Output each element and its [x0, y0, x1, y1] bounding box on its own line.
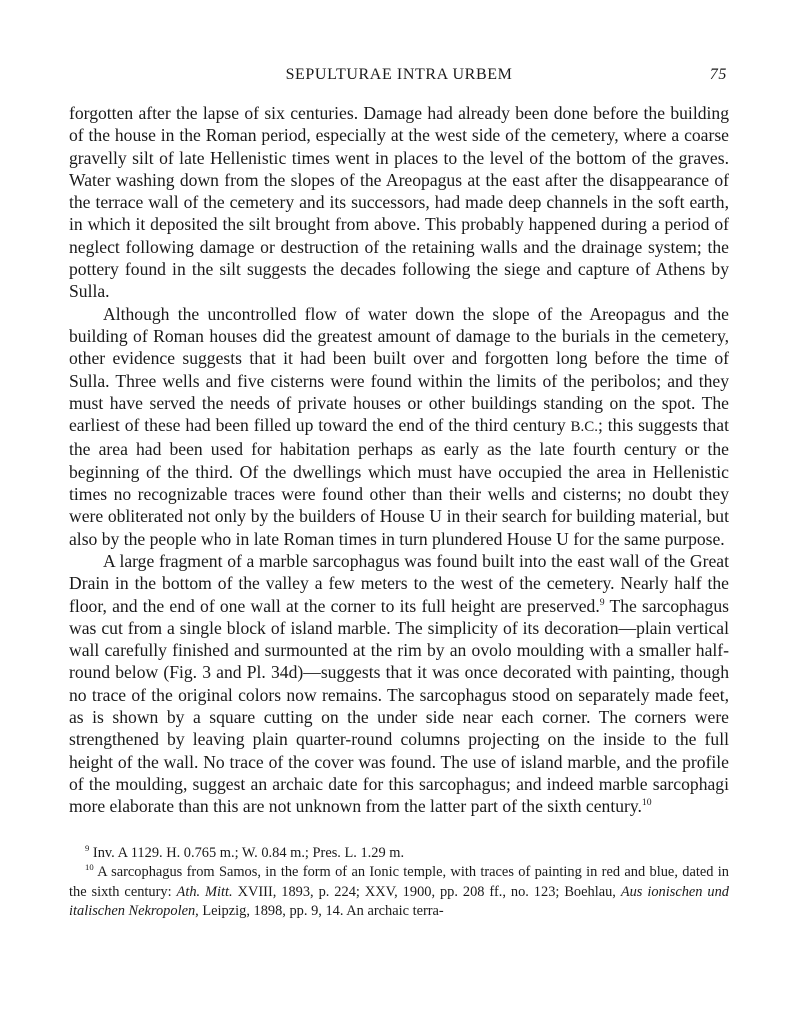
paragraph-3 — [69, 550, 729, 818]
footnote-9-text: Inv. A 1129. H. 0.765 m.; W. 0.84 m.; Pres. L. 1.29 m. — [92, 844, 405, 861]
footnote-10-journal: Ath. Mitt. — [176, 883, 233, 900]
footnote-10 — [69, 863, 729, 922]
running-title: SEPULTURAE INTRA URBEM — [285, 66, 513, 83]
footnote-10-book-title: Aus ionischen und italischen Nekropolen — [69, 883, 730, 919]
bc-abbreviation: B.C. — [570, 419, 598, 436]
footnote-10-number: 10 — [85, 862, 94, 873]
footnotes — [69, 844, 729, 922]
paragraph-2-part-2: ; this suggests that the area had been used for habitation perhaps as early as the late fourth century or the beginning of the third. Of the dwellings which must have occupied the area in Hellenistic times no recognizable traces were found other than their wells and cisterns; no doubt they were obliterated not only by the builders of House U in their search for building material, but also by the people who in late Roman times in turn plundered House U for the same purpose. — [69, 415, 730, 549]
paragraph-2-part-1: Although the uncontrolled flow of water down the slope of the Areopagus and the building of Roman houses did the greatest amount of damage to the burials in the cemetery, other evidence suggests that it had been built over and forgotten long before the time of Sulla. Three wells and five cisterns were found within the limits of the peribolos; and they must have served the needs of private houses or other buildings standing on the spot. The earliest of these had been filled up toward the end of the third century — [69, 303, 729, 436]
paragraph-3-part-1: A large fragment of a marble sarcophagus was found built into the east wall of the Great Drain in the bottom of the valley a few meters to the west of the cemetery. Nearly half the floor, and the end of one wall at the corner to its full height are preserved. — [69, 550, 729, 616]
footnote-9-number: 9 — [85, 842, 90, 853]
paragraph-1: forgotten after the lapse of six centuries. Damage had already been done before the building of the house in the Roman period, especially at the west side of the cemetery, where a coarse gravelly silt of late Hellenistic times went in places to the level of the bottom of the graves. Water washing down from the slopes of the Areopagus at the east after the disappearance of the terrace wall of the cemetery and its successors, had made deep channels in the soft earth, in which it deposited the silt brought from above. This probably happened during a period of neglect following damage or destruction of the retaining walls and the drainage system; the pottery found in the silt suggests the decades following the siege and capture of Athens by Sulla. — [69, 103, 729, 302]
page — [69, 62, 729, 922]
footnote-10-text-b: XVIII, 1893, p. 224; XXV, 1900, pp. 208 ff., no. 123; Boehlau, — [232, 883, 621, 900]
footnote-9 — [69, 844, 729, 864]
running-head — [69, 62, 729, 92]
footnote-10-text-a: A sarcophagus from Samos, in the form of an Ionic temple, with traces of painting in red and blue, dated in the sixth century: — [69, 864, 729, 900]
footnote-10-text-c: , Leipzig, 1898, pp. 9, 14. An archaic terra- — [195, 903, 444, 919]
paragraph-2 — [69, 303, 729, 550]
paragraph-3-part-2: The sarcophagus was cut from a single block of island marble. The simplicity of its decoration—plain vertical wall carefully finished and surmounted at the rim by an ovolo moulding with a smaller half-round below (Fig. 3 and Pl. 34d)—suggests that it was once decorated with painting, though no trace of the original colors now remains. The sarcophagus stood on separately made feet, as is shown by a square cutting on the under side near each corner. The corners were strengthened by leaving plain quarter-round columns projecting on the inside to the full height of the wall. No trace of the cover was found. The use of island marble, and the profile of the moulding, suggest an archaic date for this sarcophagus; and indeed marble sarcophagi more elaborate than this are not unknown from the latter part of the sixth century. — [69, 595, 729, 817]
footnote-ref-9[interactable]: 9 — [599, 596, 605, 608]
body-text — [69, 102, 729, 818]
footnote-ref-10[interactable]: 10 — [641, 797, 652, 809]
page-number: 75 — [709, 66, 727, 83]
